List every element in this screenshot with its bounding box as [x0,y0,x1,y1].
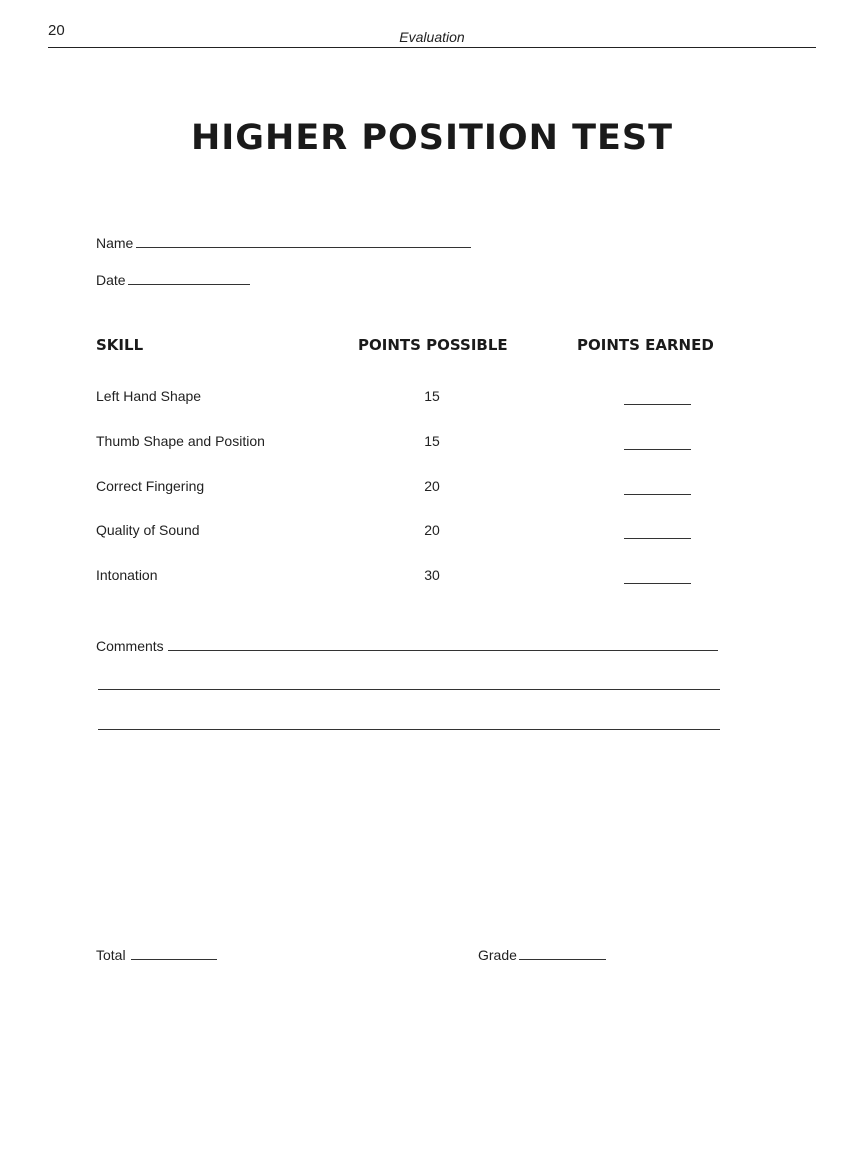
points-earned-blank[interactable] [624,404,691,405]
skill-name: Quality of Sound [96,522,200,538]
date-label: Date [96,272,126,288]
comments-blank-line[interactable] [98,689,720,690]
page-number: 20 [48,22,65,39]
points-possible: 15 [424,388,440,404]
name-label: Name [96,235,134,251]
points-possible: 30 [424,567,440,583]
points-possible: 20 [424,522,440,538]
date-blank[interactable] [128,284,250,285]
comments-label: Comments [96,638,164,654]
table-row [0,388,864,408]
grade-label: Grade [478,947,517,963]
table-row [0,522,864,542]
points-earned-column-header: POINTS EARNED [577,336,714,354]
points-earned-blank[interactable] [624,494,691,495]
points-earned-blank[interactable] [624,538,691,539]
table-row [0,567,864,587]
running-head: Evaluation [399,29,465,45]
comments-blank-line[interactable] [98,729,720,730]
skill-column-header: SKILL [96,336,144,354]
skill-name: Correct Fingering [96,478,205,494]
points-possible-column-header: POINTS POSSIBLE [358,336,508,354]
table-row [0,478,864,498]
points-possible: 15 [424,433,440,449]
name-blank[interactable] [136,247,471,248]
skill-name: Intonation [96,567,158,583]
points-possible: 20 [424,478,440,494]
skill-name: Thumb Shape and Position [96,433,265,449]
page-title: HIGHER POSITION TEST [190,118,673,158]
skill-name: Left Hand Shape [96,388,202,404]
comments-blank-line[interactable] [168,650,718,651]
total-label: Total [96,947,126,963]
points-earned-blank[interactable] [624,449,691,450]
header-rule [48,47,816,48]
table-row [0,433,864,453]
grade-blank[interactable] [519,959,606,960]
points-earned-blank[interactable] [624,583,691,584]
total-blank[interactable] [131,959,217,960]
